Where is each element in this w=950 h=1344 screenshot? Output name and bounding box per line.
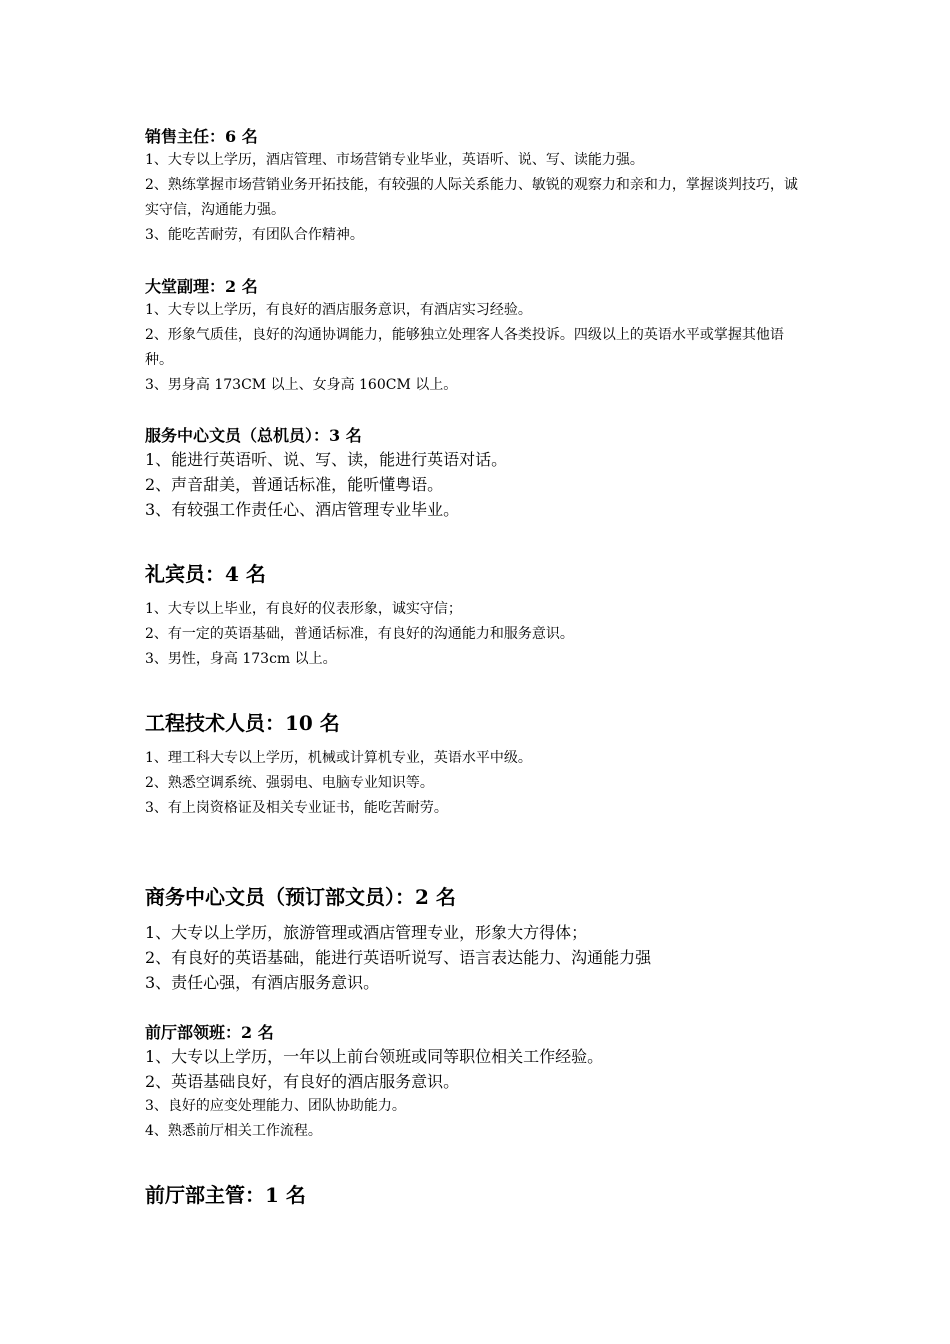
- list-item: 1、大专以上学历，一年以上前台领班或同等职位相关工作经验。: [145, 1047, 604, 1066]
- section-business-center: [145, 883, 810, 995]
- list-item: 2、形象气质佳，良好的沟通协调能力，能够独立处理客人各类投诉。四级以上的英语水平或掌握其他语种。: [145, 327, 784, 368]
- section-engineering: [145, 709, 810, 821]
- section-front-office-captain: [145, 1022, 810, 1144]
- section-title: 礼宾员：4 名: [145, 562, 266, 586]
- list-item: 1、理工科大专以上学历，机械或计算机专业，英语水平中级。: [145, 750, 532, 766]
- list-item: 3、有较强工作责任心、酒店管理专业毕业。: [145, 500, 460, 519]
- list-item: 1、大专以上学历，酒店管理、市场营销专业毕业，英语听、说、写、读能力强。: [145, 152, 644, 168]
- requirement-list: [145, 298, 810, 398]
- list-item: 3、有上岗资格证及相关专业证书，能吃苦耐劳。: [145, 800, 448, 816]
- requirement-list: [145, 920, 810, 995]
- list-item: 2、有良好的英语基础，能进行英语听说写、语言表达能力、沟通能力强: [145, 948, 652, 967]
- section-front-office-supervisor: [145, 1181, 810, 1209]
- section-sales-supervisor: [145, 126, 810, 248]
- list-item: 3、责任心强，有酒店服务意识。: [145, 973, 380, 992]
- requirement-list: [145, 597, 810, 672]
- list-item: 3、男性，身高 173cm 以上。: [145, 651, 337, 667]
- list-item: 1、能进行英语听、说、写、读，能进行英语对话。: [145, 450, 508, 469]
- section-title: 销售主任：6 名: [145, 127, 258, 146]
- list-item: 3、良好的应变处理能力、团队协助能力。: [145, 1098, 406, 1114]
- requirement-list: [145, 148, 810, 248]
- section-title: 工程技术人员：10 名: [145, 711, 340, 735]
- section-title: 大堂副理：2 名: [145, 277, 258, 296]
- list-item: 3、能吃苦耐劳，有团队合作精神。: [145, 227, 364, 243]
- list-item: 2、有一定的英语基础，普通话标准，有良好的沟通能力和服务意识。: [145, 626, 574, 642]
- section-title: 前厅部主管：1 名: [145, 1183, 306, 1207]
- list-item: 1、大专以上学历，有良好的酒店服务意识，有酒店实习经验。: [145, 302, 532, 318]
- section-concierge: [145, 560, 810, 672]
- list-item: 3、男身高 173CM 以上、女身高 160CM 以上。: [145, 377, 458, 393]
- requirement-list: [145, 746, 810, 821]
- section-title: 商务中心文员（预订部文员）：2 名: [145, 885, 456, 909]
- requirement-list: [145, 447, 810, 522]
- list-item: 2、熟练掌握市场营销业务开拓技能，有较强的人际关系能力、敏锐的观察力和亲和力，掌握谈判技巧，诚实守信，沟通能力强。: [145, 177, 798, 218]
- section-lobby-manager: [145, 276, 810, 398]
- section-title: 前厅部领班：2 名: [145, 1023, 274, 1042]
- list-item: 2、熟悉空调系统、强弱电、电脑专业知识等。: [145, 775, 434, 791]
- section-operator: [145, 425, 810, 522]
- list-item: 4、熟悉前厅相关工作流程。: [145, 1123, 322, 1139]
- list-item: 1、大专以上毕业，有良好的仪表形象，诚实守信；: [145, 601, 462, 617]
- list-item: 2、声音甜美，普通话标准，能听懂粤语。: [145, 475, 444, 494]
- list-item: 2、英语基础良好，有良好的酒店服务意识。: [145, 1072, 460, 1091]
- requirement-list: [145, 1044, 810, 1144]
- list-item: 1、大专以上学历，旅游管理或酒店管理专业，形象大方得体；: [145, 923, 588, 942]
- section-title: 服务中心文员（总机员）：3 名: [145, 426, 362, 445]
